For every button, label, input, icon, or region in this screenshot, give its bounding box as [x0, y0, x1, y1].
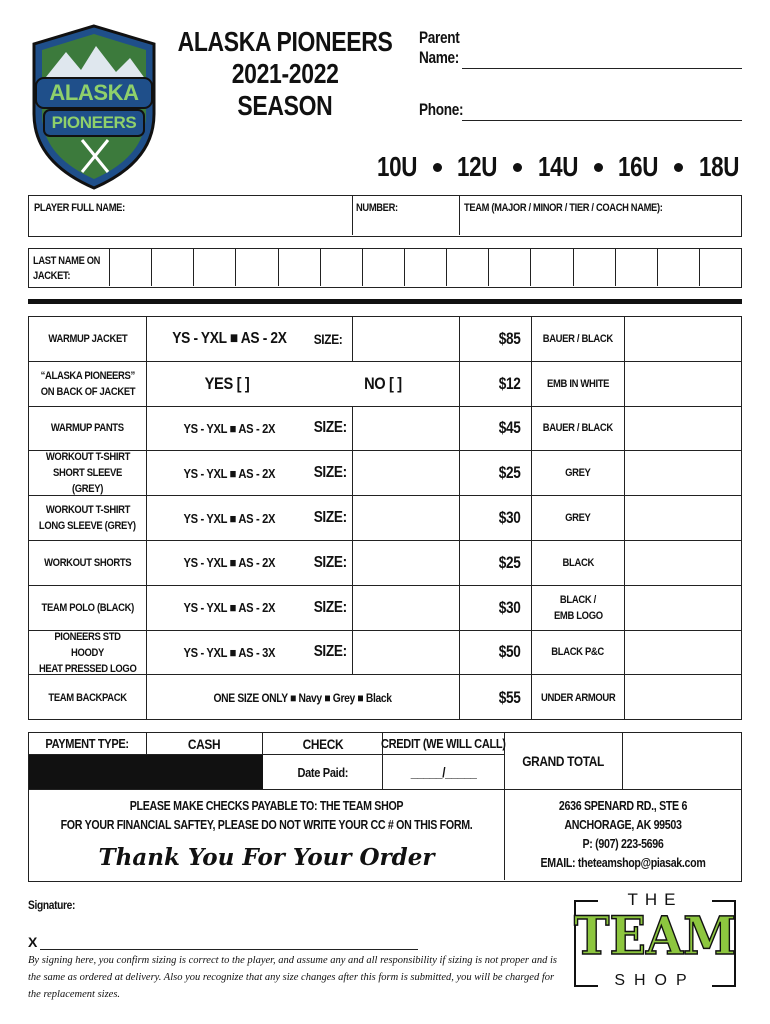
item-color: BAUER / BLACK [532, 317, 625, 361]
item-color: BLACK [532, 541, 625, 585]
item-size-range: YS - YXL ■ AS - 2X [183, 555, 276, 571]
payment-section [28, 732, 742, 790]
signature-x: X [28, 934, 37, 950]
division-14u[interactable]: 14U [537, 151, 579, 182]
division-12u[interactable]: 12U [457, 151, 498, 182]
item-quantity-field[interactable] [625, 675, 741, 720]
credit-option[interactable]: CREDIT (WE WILL CALL) [383, 733, 505, 755]
payment-blackout [29, 755, 263, 789]
checks-notice [29, 790, 505, 880]
player-info-box [28, 195, 742, 237]
item-color: BLACK / EMB LOGO [532, 586, 625, 630]
letter-box[interactable] [320, 249, 362, 286]
order-items-table [28, 316, 742, 720]
bullet-icon [674, 163, 683, 172]
title-line-3: SEASON [237, 90, 333, 121]
payment-type-label: PAYMENT TYPE: [29, 733, 147, 755]
item-name: TEAM POLO (BLACK) [29, 586, 147, 630]
parent-name-field[interactable] [462, 66, 742, 69]
item-color: UNDER ARMOUR [532, 675, 625, 720]
item-quantity-field[interactable] [625, 451, 741, 495]
item-name: TEAM BACKPACK [29, 675, 147, 720]
phone-label: Phone: [419, 100, 464, 119]
item-color: BAUER / BLACK [532, 407, 625, 451]
item-size-label: SIZE: [312, 407, 353, 451]
thank-you-text: Thank You For Your Order [98, 844, 435, 871]
division-options [372, 150, 744, 184]
item-size-label: SIZE: [312, 586, 353, 630]
title-line-2: 2021-2022 [231, 58, 339, 89]
division-16u[interactable]: 16U [618, 151, 659, 182]
item-row [29, 496, 741, 541]
item-quantity-field[interactable] [625, 362, 741, 406]
logo-text-pioneers: PIONEERS [51, 113, 137, 132]
item-size-label: SIZE: [312, 631, 353, 675]
letter-box[interactable] [235, 249, 277, 286]
season-title [170, 26, 400, 122]
item-name: WORKOUT T-SHIRT LONG SLEEVE (GREY) [29, 496, 147, 540]
safety-text: FOR YOUR FINANCIAL SAFTEY, PLEASE DO NOT WRITE YOUR CC # ON THIS FORM. [60, 817, 473, 832]
item-price: $30 [460, 496, 532, 540]
address-line-2: ANCHORAGE, AK 99503 [564, 817, 682, 832]
item-price: $45 [460, 407, 532, 451]
letter-box[interactable] [699, 249, 741, 286]
item-name: PIONEERS STD HOODY HEAT PRESSED LOGO [29, 631, 147, 675]
item-size-label: SIZE: [312, 541, 353, 585]
grand-total-label: GRAND TOTAL [505, 733, 623, 789]
item-size-field[interactable] [353, 451, 460, 495]
item-size-range: YS - YXL ■ AS - 2X [172, 329, 287, 347]
item-color: BLACK P&C [532, 631, 625, 675]
phone-field[interactable] [462, 118, 742, 121]
shop-address [505, 796, 741, 872]
item-size-label: SIZE: [312, 451, 353, 495]
signature-disclaimer: By signing here, you confirm sizing is correct to the player, and assume any and all responsibility if sizing is not proper and is the same as ordered at delivery. Also you recognize that any size changes after this form is submitted, you will be charged for the replacement sizes. [28, 955, 557, 1000]
item-price: $30 [460, 586, 532, 630]
item-color: GREY [532, 451, 625, 495]
section-divider [28, 299, 742, 304]
address-line-1: 2636 SPENARD RD., STE 6 [558, 798, 688, 813]
letter-box[interactable] [657, 249, 699, 286]
item-size-range: YS - YXL ■ AS - 2X [183, 600, 276, 616]
item-size-field[interactable] [353, 541, 460, 585]
embroidery-choice [147, 362, 460, 406]
item-size-field[interactable] [353, 317, 460, 361]
parent-label: Parent Name: [419, 28, 460, 67]
item-quantity-field[interactable] [625, 586, 741, 630]
item-price: $50 [460, 631, 532, 675]
grand-total-field[interactable] [623, 733, 741, 789]
item-size-range: YS - YXL ■ AS - 2X [183, 420, 276, 436]
item-name: “ALASKA PIONEERS” ON BACK OF JACKET [29, 362, 147, 406]
signature-label: Signature: [28, 898, 76, 912]
item-row [29, 541, 741, 586]
item-row [29, 586, 741, 631]
item-size-label: SIZE: [312, 317, 353, 361]
letter-box[interactable] [151, 249, 193, 286]
bullet-icon [513, 163, 522, 172]
item-row [29, 451, 741, 496]
logo-text-alaska: ALASKA [49, 80, 139, 105]
item-size-range: YS - YXL ■ AS - 3X [183, 644, 276, 660]
notice-section [28, 790, 742, 882]
bullet-icon [594, 163, 603, 172]
item-price: $25 [460, 541, 532, 585]
yes-checkbox[interactable]: YES [ ] [204, 373, 250, 393]
item-quantity-field[interactable] [625, 541, 741, 585]
item-size-field[interactable] [353, 586, 460, 630]
item-size-label: SIZE: [312, 496, 353, 540]
last-name-jacket-box [28, 248, 742, 288]
title-line-1: ALASKA PIONEERS [177, 26, 393, 57]
cash-option[interactable]: CASH [147, 733, 263, 755]
item-quantity-field[interactable] [625, 496, 741, 540]
item-price: $55 [460, 675, 532, 720]
item-quantity-field[interactable] [625, 317, 741, 361]
division-18u[interactable]: 18U [698, 151, 739, 182]
shop-email: EMAIL: theteamshop@piasak.com [540, 855, 706, 870]
logo-the: THE [627, 890, 683, 909]
item-size-field[interactable] [353, 496, 460, 540]
player-full-name-field[interactable]: PLAYER FULL NAME: [29, 196, 353, 235]
team-shop-logo [566, 888, 744, 998]
division-10u[interactable]: 10U [377, 151, 418, 182]
payable-to-text: PLEASE MAKE CHECKS PAYABLE TO: THE TEAM SHOP [129, 798, 404, 813]
item-row [29, 407, 741, 452]
item-row [29, 362, 741, 407]
item-size-range: YS - YXL ■ AS - 2X [183, 465, 276, 481]
item-name: WORKOUT SHORTS [29, 541, 147, 585]
date-paid-field[interactable]: _____/_____ [383, 755, 505, 789]
letter-box[interactable] [278, 249, 320, 286]
bullet-icon [433, 163, 442, 172]
item-size-options: ONE SIZE ONLY ■ Navy ■ Grey ■ Black [147, 675, 460, 720]
alaska-pioneers-logo [26, 22, 162, 192]
date-paid-label: Date Paid: [263, 755, 383, 789]
check-option[interactable]: CHECK [263, 733, 383, 755]
letter-box[interactable] [488, 249, 530, 286]
last-name-letter-boxes [109, 249, 741, 286]
item-row [29, 631, 741, 676]
item-price: $25 [460, 451, 532, 495]
signature-field[interactable] [40, 947, 418, 950]
letter-box[interactable] [109, 249, 151, 286]
letter-box[interactable] [193, 249, 235, 286]
letter-box[interactable] [446, 249, 488, 286]
item-size-field[interactable] [353, 407, 460, 451]
item-row [29, 675, 741, 720]
logo-team: TEAM [573, 905, 737, 967]
team-field[interactable]: TEAM (MAJOR / MINOR / TIER / COACH NAME): [464, 202, 663, 214]
item-row [29, 317, 741, 362]
letter-box[interactable] [573, 249, 615, 286]
item-quantity-field[interactable] [625, 631, 741, 675]
item-price: $85 [460, 317, 532, 361]
no-checkbox[interactable]: NO [ ] [364, 373, 402, 393]
logo-shop: SHOP [614, 972, 696, 989]
item-size-field[interactable] [353, 631, 460, 675]
letter-box[interactable] [615, 249, 657, 286]
letter-box[interactable] [404, 249, 446, 286]
item-price: $12 [460, 362, 532, 406]
letter-box[interactable] [530, 249, 572, 286]
item-name: WARMUP PANTS [29, 407, 147, 451]
item-color: GREY [532, 496, 625, 540]
item-size-range: YS - YXL ■ AS - 2X [183, 510, 276, 526]
player-number-field[interactable]: NUMBER: [353, 196, 460, 235]
item-color: EMB IN WHITE [532, 362, 625, 406]
last-name-label: LAST NAME ON JACKET: [33, 255, 101, 282]
letter-box[interactable] [362, 249, 404, 286]
item-name: WARMUP JACKET [29, 317, 147, 361]
item-quantity-field[interactable] [625, 407, 741, 451]
shop-phone: P: (907) 223-5696 [582, 836, 664, 851]
item-name: WORKOUT T-SHIRT SHORT SLEEVE (GREY) [29, 451, 147, 495]
